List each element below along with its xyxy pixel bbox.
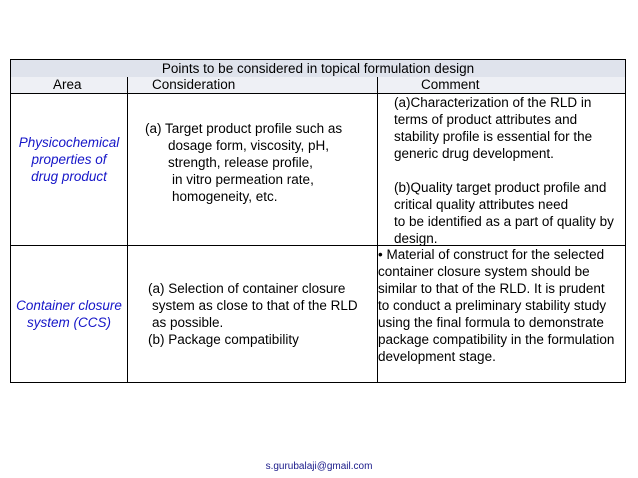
header-comment: Comment [421,77,480,92]
column-divider [127,77,128,383]
comment-line: to conduct a preliminary stability study [378,298,607,313]
area-line: Container closure [16,298,122,313]
area-cell-container-closure [11,297,127,331]
comment-cell-container-closure [378,246,614,365]
consideration-line: (a) Target product profile such as [145,121,343,136]
comment-line: similar to that of the RLD. It is prudent [378,281,605,296]
consideration-cell-container-closure [148,280,358,348]
consideration-line: (a) Selection of container closure [148,281,346,296]
area-line: system (CCS) [27,315,111,330]
comment-line: critical quality attributes need [394,197,569,212]
area-cell-physicochemical [11,134,127,185]
comment-line: stability profile is essential for the [394,129,593,144]
comment-line: (a)Characterization of the RLD in [394,95,592,110]
considerations-table [10,59,626,383]
header-row [11,77,625,94]
consideration-line: system as close to that of the RLD [152,298,358,313]
comment-line: using the final formula to demonstrate [378,315,604,330]
consideration-line: (b) Package compatibility [148,332,299,347]
comment-cell-physicochemical [394,94,614,247]
area-line: properties of [31,152,107,167]
table-title: Points to be considered in topical formulation design [11,60,625,78]
comment-line: (b)Quality target product profile and [394,180,607,195]
consideration-line: homogeneity, etc. [172,189,278,204]
comment-line: design. [394,231,438,246]
comment-line: • Material of construct for the selected [378,247,605,262]
consideration-line: dosage form, viscosity, pH, [168,138,330,153]
area-line: Physicochemical [18,135,120,150]
consideration-line: strength, release profile, [168,155,313,170]
comment-line: to be identified as a part of quality by [394,214,614,229]
consideration-line: in vitro permeation rate, [172,172,314,187]
consideration-line: as possible. [152,315,224,330]
header-consideration: Consideration [152,77,236,92]
comment-line: package compatibility in the formulation [378,332,615,347]
consideration-cell-physicochemical [145,120,342,205]
comment-line [394,162,614,179]
comment-line: development stage. [378,349,496,364]
area-line: drug product [31,169,107,184]
footer-email: s.gurubalaji@gmail.com [265,461,373,472]
comment-line: terms of product attributes and [394,112,578,127]
header-area: Area [53,77,82,92]
comment-line: generic drug development. [394,146,554,161]
comment-line: container closure system should be [378,264,590,279]
